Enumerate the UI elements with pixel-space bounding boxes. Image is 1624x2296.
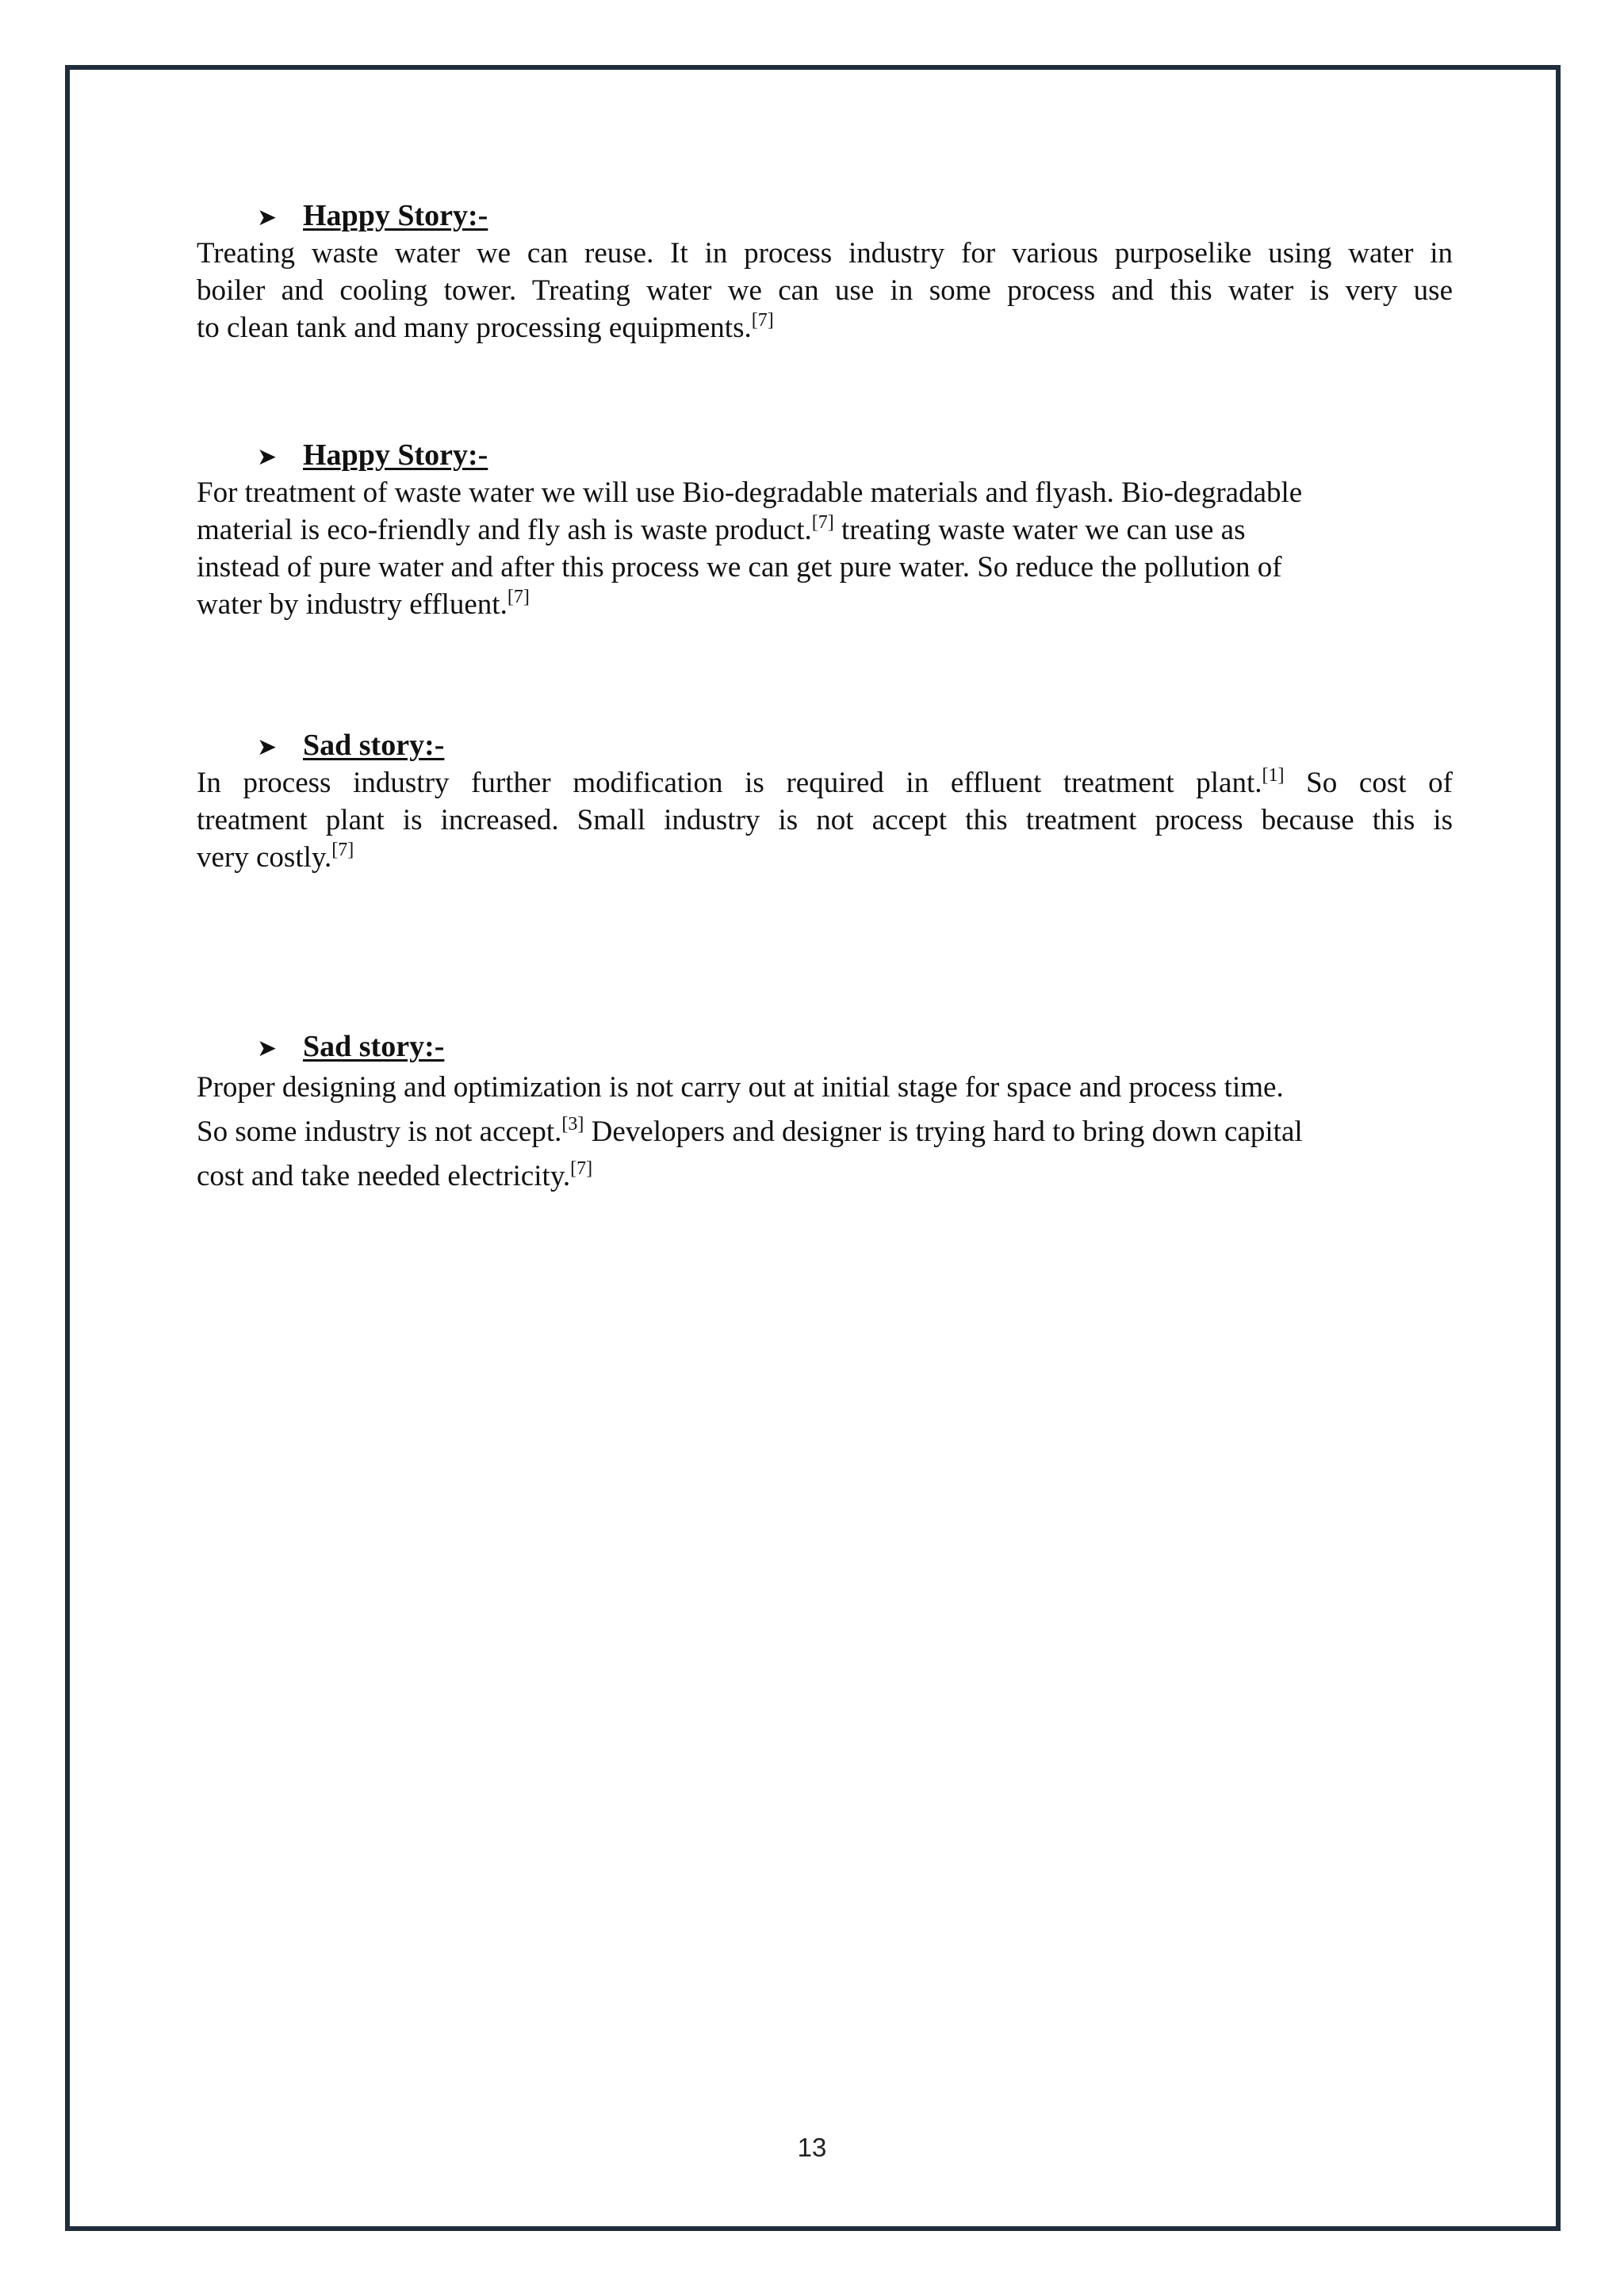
citation: [7] (331, 840, 354, 860)
paragraph-line: Proper designing and optimization is not carry out at initial stage for space and process time. (197, 1071, 1284, 1104)
paragraph-line: treatment plant is increased. Small industry is not accept this treatment process because this is (197, 804, 1453, 836)
paragraph (197, 235, 1453, 346)
section-sad-story-2 (197, 1027, 1453, 1199)
paragraph (197, 474, 1453, 623)
paragraph-line: instead of pure water and after this process we can get pure water. So reduce the pollution of (197, 551, 1282, 584)
heading-text: Happy Story:- (303, 199, 488, 232)
paragraph-line: very costly.[7] (197, 840, 354, 874)
paragraph (197, 1066, 1453, 1199)
paragraph-line: In process industry further modification is required in effluent treatment plant.[1] So cost of (197, 765, 1454, 799)
arrowhead-bullet-icon: ➤ (257, 733, 278, 761)
paragraph-line: water by industry effluent.[7] (197, 587, 530, 621)
citation: [7] (507, 587, 530, 607)
section-happy-story-2 (197, 436, 1453, 623)
section-sad-story-1 (197, 726, 1453, 876)
paragraph (197, 764, 1453, 876)
paragraph-line: Treating waste water we can reuse. It in process industry for various purposelike using water in (197, 237, 1453, 270)
arrowhead-bullet-icon: ➤ (257, 204, 278, 232)
citation: [1] (1262, 765, 1285, 786)
section-heading (257, 197, 1453, 235)
paragraph-line: So some industry is not accept.[3] Developers and designer is trying hard to bring down capital (197, 1114, 1303, 1148)
paragraph-line: material is eco-friendly and fly ash is waste product.[7] treating waste water we can use as (197, 512, 1246, 546)
arrowhead-bullet-icon: ➤ (257, 1035, 278, 1062)
section-heading (257, 436, 1453, 474)
section-happy-story-1 (197, 197, 1453, 346)
citation: [7] (751, 310, 774, 331)
section-heading (257, 726, 1453, 764)
paragraph-line: to clean tank and many processing equipments.[7] (197, 310, 774, 344)
paragraph-line: For treatment of waste water we will use Bio-degradable materials and flyash. Bio-degradable (197, 476, 1303, 509)
paragraph-line: boiler and cooling tower. Treating water we can use in some process and this water is very use (197, 274, 1453, 307)
citation: [7] (570, 1158, 593, 1179)
citation: [7] (811, 512, 834, 533)
section-heading (257, 1027, 1453, 1066)
citation: [3] (561, 1114, 584, 1135)
paragraph-line: cost and take needed electricity.[7] (197, 1158, 593, 1192)
heading-text: Sad story:- (303, 729, 445, 762)
heading-text: Sad story:- (303, 1030, 445, 1063)
page-number: 13 (797, 2133, 827, 2162)
heading-text: Happy Story:- (303, 438, 488, 472)
arrowhead-bullet-icon: ➤ (257, 443, 278, 471)
